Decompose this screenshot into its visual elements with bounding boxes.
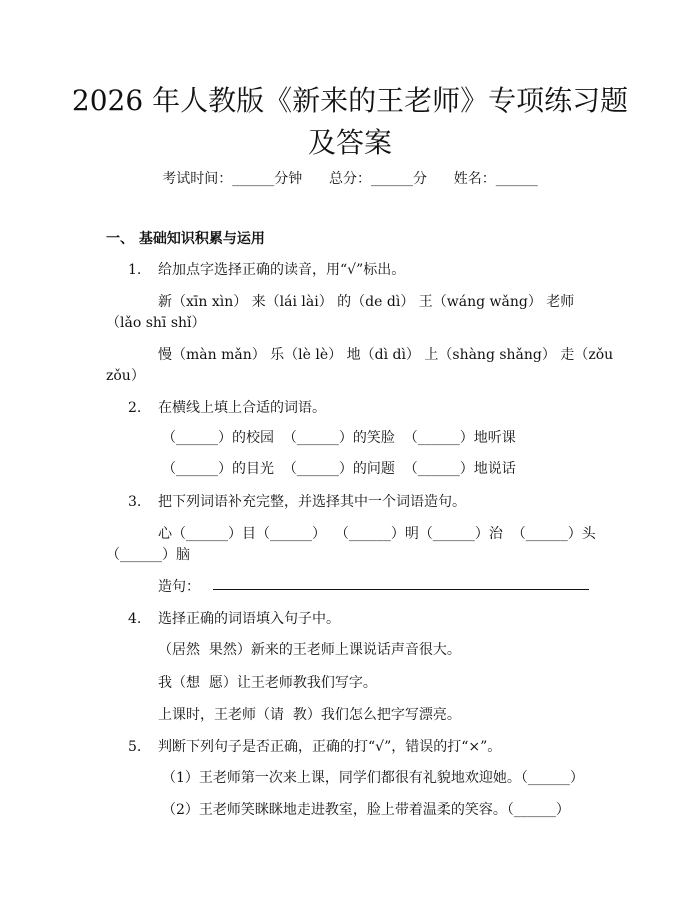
- question-prompt: 给加点字选择正确的读音，用“√”标出。: [158, 262, 406, 278]
- pinyin-line-wrap: （lǎo shī shǐ）: [106, 315, 206, 331]
- pinyin-line: 新（xīn xìn） 来（lái lài） 的（de dì） 王（wáng wǎng） 老师: [158, 294, 575, 310]
- idiom-line: 心（______）目（______） （______）明（______）治 （______）头: [158, 526, 596, 542]
- title-line-1: 2026 年人教版《新来的王老师》专项练习题: [71, 84, 629, 117]
- question-number: 1.: [128, 262, 142, 278]
- question-number: 2.: [128, 400, 142, 416]
- sentence-answer-line: [213, 589, 589, 590]
- question-prompt: 在横线上填上合适的词语。: [158, 400, 326, 416]
- question-number: 3.: [128, 494, 142, 510]
- fill-blank-row: （______）的校园 （______）的笑脸 （______）地听课: [162, 430, 516, 446]
- exam-meta: 考试时间：______分钟 总分：______分 姓名：______: [162, 171, 538, 187]
- question-number: 4.: [128, 611, 142, 627]
- page-title: [60, 80, 640, 164]
- section-heading: 一、 基础知识积累与运用: [106, 231, 265, 247]
- sentence-label: 造句：: [158, 579, 200, 595]
- pinyin-line: 慢（màn mǎn） 乐（lè lè） 地（dì dì） 上（shàng shǎng） 走（zǒu: [158, 347, 614, 363]
- idiom-line-wrap: （______）脑: [106, 547, 190, 563]
- judge-sentence: （1）王老师第一次来上课，同学们都很有礼貌地欢迎她。（______）: [162, 770, 584, 786]
- choice-sentence: 上课时，王老师（请 教）我们怎么把字写漂亮。: [158, 707, 461, 723]
- title-line-2: 及答案: [307, 126, 392, 159]
- judge-sentence: （2）王老师笑眯眯地走进教室，脸上带着温柔的笑容。（______）: [162, 802, 570, 818]
- question-number: 5.: [128, 739, 142, 755]
- fill-blank-row: （______）的目光 （______）的问题 （______）地说话: [162, 461, 516, 477]
- choice-sentence: 我（想 愿）让王老师教我们写字。: [158, 675, 377, 691]
- pinyin-line-wrap: zǒu）: [106, 368, 145, 384]
- question-prompt: 把下列词语补充完整，并选择其中一个词语造句。: [158, 494, 466, 510]
- choice-sentence: （居然 果然）新来的王老师上课说话声音很大。: [158, 642, 461, 658]
- question-prompt: 选择正确的词语填入句子中。: [158, 611, 340, 627]
- question-prompt: 判断下列句子是否正确，正确的打“√”，错误的打“×”。: [158, 739, 502, 755]
